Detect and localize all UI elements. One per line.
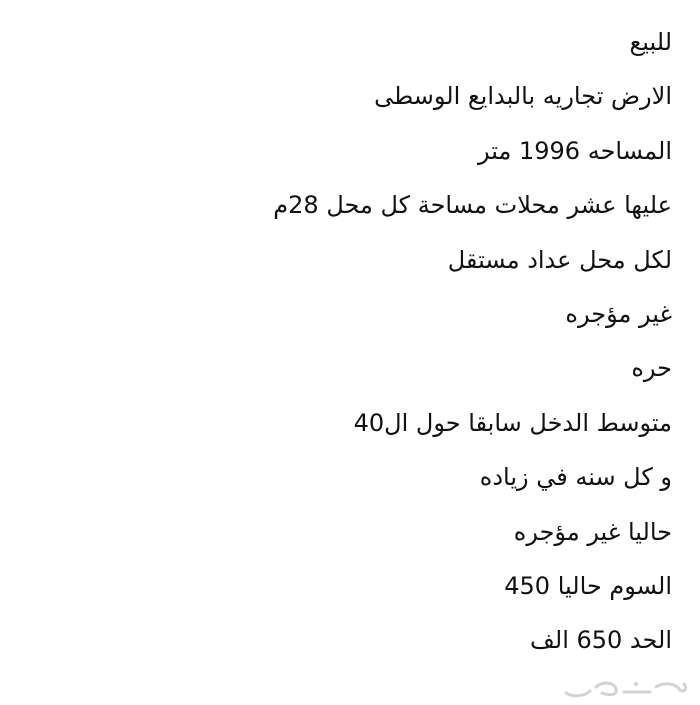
listing-line-currently-not-rented: حاليا غير مؤجره: [513, 517, 672, 546]
listing-line-shops: عليها عشر محلات مساحة كل محل 28م: [273, 191, 672, 220]
listing-text: [20, 26, 672, 656]
listing-line-limit: الحد 650 الف: [530, 626, 672, 655]
haraj-watermark-logo: [558, 675, 688, 699]
listing-line-current-bid: السوم حاليا 450: [504, 571, 672, 600]
listing-line-land-type: الارض تجاريه بالبدايع الوسطى: [374, 82, 672, 111]
listing-line-increase: و كل سنه في زياده: [479, 463, 672, 492]
listing-line-meters: لكل محل عداد مستقل: [447, 245, 672, 274]
listing-line-area: المساحه 1996 متر: [478, 136, 672, 165]
listing-line-income: متوسط الدخل سابقا حول ال40: [353, 408, 672, 437]
listing-line-for-sale: للبيع: [629, 28, 672, 56]
listing-line-not-rented: غير مؤجره: [565, 299, 672, 328]
listing-line-free: حره: [631, 354, 672, 383]
